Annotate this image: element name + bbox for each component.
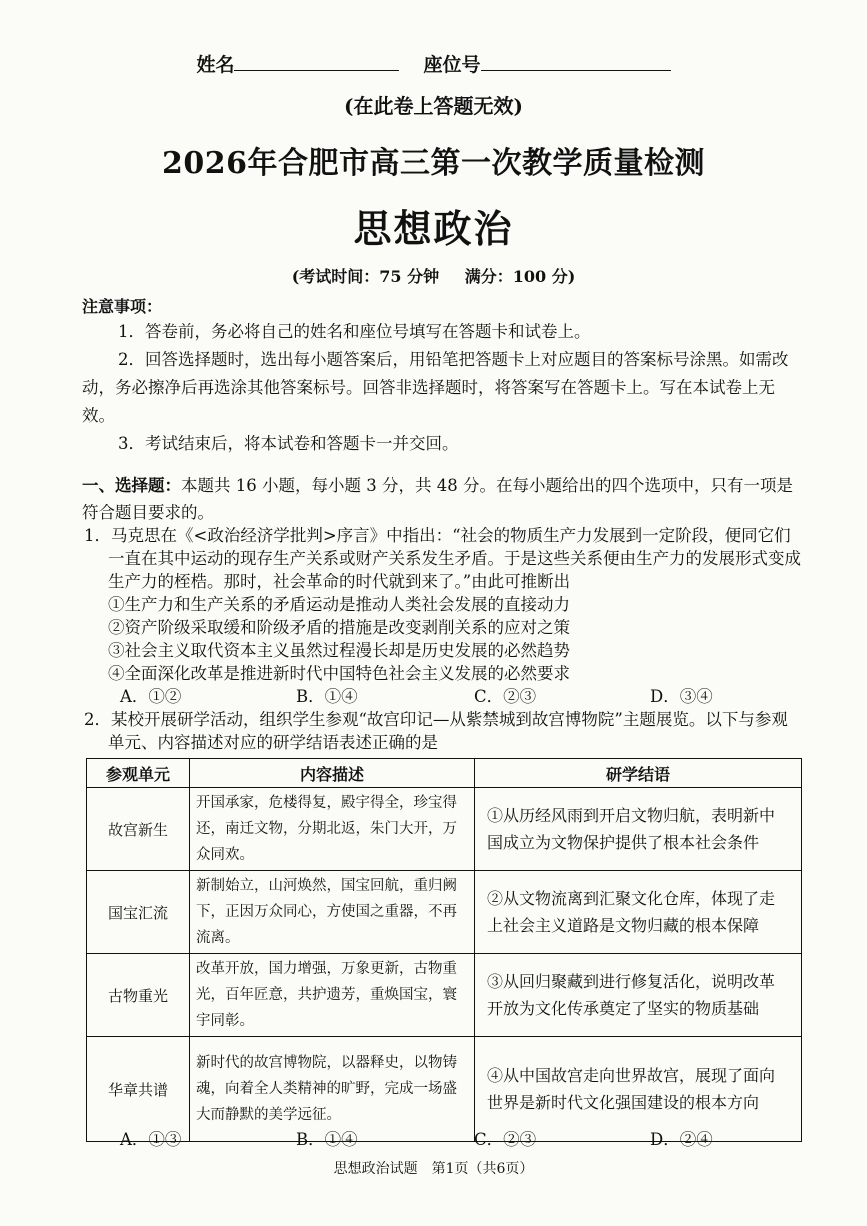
- choice-c: C．②③: [474, 1130, 537, 1149]
- table-header: 研学结语: [475, 759, 802, 788]
- exam-score: 满分：100 分): [464, 267, 576, 286]
- candidate-info: [0, 50, 867, 77]
- desc-cell: 新时代的故宫博物院，以器释史，以物铸魂，向着全人类精神的旷野，完成一场盛大而静默的美学远征。: [190, 1037, 475, 1142]
- table-row: [87, 788, 802, 871]
- choice-b: B．①④: [296, 1130, 358, 1149]
- exam-title: 2026年合肥市高三第一次教学质量检测: [162, 146, 705, 181]
- desc-cell: 开国承家，危楼得复，殿宇得全，珍宝得还，南迁文物，分期北返，朱门大开，万众同欢。: [190, 788, 475, 871]
- choice-b: B．①④: [296, 687, 358, 706]
- unit-cell: 华章共谱: [87, 1037, 190, 1142]
- table-row: [87, 1037, 802, 1142]
- study-table: [86, 758, 802, 1142]
- section-heading: [82, 472, 804, 526]
- question-1-stem: 1．马克思在《<政治经济学批判>序言》中指出：“社会的物质生产力发展到一定阶段，便同它们一直在其中运动的现存生产关系或财产关系发生矛盾。于是这些关系便由生产力的发展形式变成生产力的桎梏。那时，社会革命的时代就到来了。”由此可推断出: [84, 526, 801, 591]
- invalid-notice: (在此卷上答题无效): [344, 94, 523, 118]
- notes-list: [82, 318, 802, 458]
- desc-cell: 改革开放，国力增强，万象更新，古物重光，百年匠意，共护遗芳，重焕国宝，寰宇同彰。: [190, 954, 475, 1037]
- question-2-stem: 2．某校开展研学活动，组织学生参观“故宫印记—从紫禁城到故宫博物院”主题展览。以下与参观单元、内容描述对应的研学结语表述正确的是: [84, 710, 788, 752]
- question-1-statement: ②资产阶级采取缓和阶级矛盾的措施是改变剥削关系的应对之策: [108, 618, 570, 637]
- note-item: 3．考试结束后，将本试卷和答题卡一并交回。: [118, 434, 459, 453]
- question-1-choices: [84, 685, 804, 709]
- desc-cell: 新制始立，山河焕然，国宝回航，重归阙下，正因万众同心，方使国之重器，不再流离。: [190, 871, 475, 954]
- exam-info: [0, 264, 867, 287]
- unit-cell: 古物重光: [87, 954, 190, 1037]
- section-title: 一、选择题：: [82, 476, 181, 495]
- question-1-statement: ①生产力和生产关系的矛盾运动是推动人类社会发展的直接动力: [108, 595, 570, 614]
- table-row: [87, 871, 802, 954]
- section-instructions: 本题共 16 小题，每小题 3 分，共 48 分。在每小题给出的四个选项中，只有一项是符合题目要求的。: [82, 476, 793, 522]
- choices-row: [84, 1128, 804, 1152]
- choice-d: D．②④: [650, 1130, 713, 1149]
- choice-a: A．①③: [120, 1130, 182, 1149]
- name-blank: [234, 52, 399, 71]
- note-item: 2．回答选择题时，选出每小题答案后，用铅笔把答题卡上对应题目的答案标号涂黑。如需改动，务必擦净后再选涂其他答案标号。回答非选择题时，将答案写在答题卡上。写在本试卷上无效。: [82, 350, 789, 425]
- unit-cell: 故宫新生: [87, 788, 190, 871]
- question-1-statement: ④全面深化改革是推进新时代中国特色社会主义发展的必然要求: [108, 664, 570, 683]
- seat-label: 座位号: [423, 54, 481, 76]
- note-item: 1．答卷前，务必将自己的姓名和座位号填写在答题卡和试卷上。: [118, 322, 591, 341]
- table-row: [87, 954, 802, 1037]
- question-2-choices: [84, 1128, 804, 1152]
- notes-title: 注意事项：: [82, 297, 163, 316]
- unit-cell: 国宝汇流: [87, 871, 190, 954]
- table-header-row: [87, 759, 802, 788]
- question-1-statement: ③社会主义取代资本主义虽然过程漫长却是历史发展的必然趋势: [108, 641, 570, 660]
- question-2: [84, 708, 804, 754]
- seat-blank: [481, 52, 671, 71]
- exam-time: (考试时间：75 分钟: [291, 267, 440, 286]
- name-label: 姓名: [196, 54, 235, 76]
- subject-title: 思想政治: [353, 206, 514, 251]
- conclusion-cell: ③从回归聚藏到进行修复活化，说明改革开放为文化传承奠定了坚实的物质基础: [475, 954, 802, 1037]
- table-header: 参观单元: [87, 759, 190, 788]
- conclusion-cell: ①从历经风雨到开启文物归航，表明新中国成立为文物保护提供了根本社会条件: [475, 788, 802, 871]
- choice-c: C．②③: [474, 687, 537, 706]
- page-footer: 思想政治试题 第1页（共6页）: [333, 1161, 534, 1177]
- question-1: [84, 524, 804, 709]
- table-header: 内容描述: [190, 759, 475, 788]
- choice-a: A．①②: [120, 687, 182, 706]
- conclusion-cell: ④从中国故宫走向世界故宫，展现了面向世界是新时代文化强国建设的根本方向: [475, 1037, 802, 1142]
- choice-d: D．③④: [650, 687, 713, 706]
- conclusion-cell: ②从文物流离到汇聚文化仓库，体现了走上社会主义道路是文物归藏的根本保障: [475, 871, 802, 954]
